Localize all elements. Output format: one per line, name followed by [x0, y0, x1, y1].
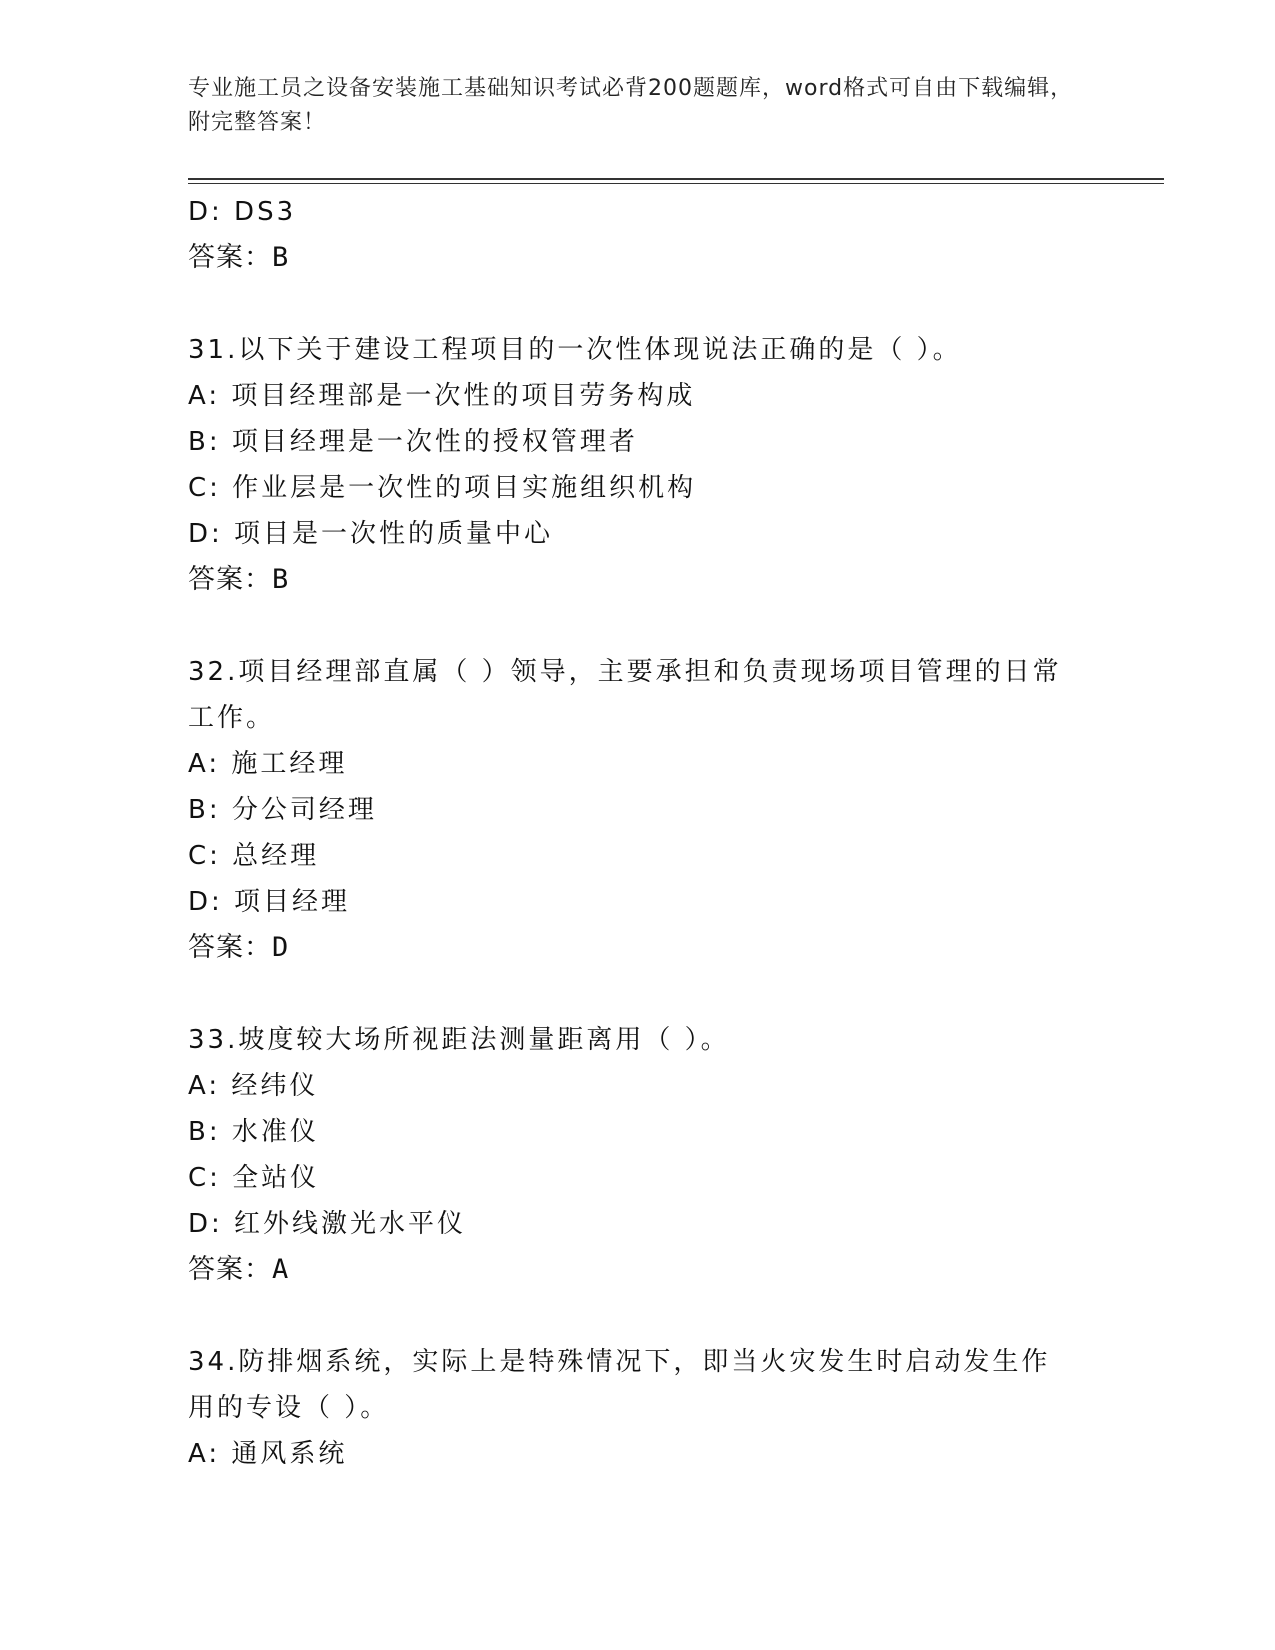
question-text: 33.坡度较大场所视距法测量距离用（ ）。 — [188, 1025, 730, 1055]
question-34 — [188, 1339, 1088, 1477]
header-rule-thick — [188, 178, 1164, 180]
question-list — [188, 189, 1088, 1477]
option-c: C: 总经理 — [188, 841, 320, 871]
option-b: B: 水准仪 — [188, 1117, 319, 1147]
answer-line — [188, 1247, 1088, 1293]
answer-line — [188, 557, 1088, 603]
option-d: D: DS3 — [188, 197, 297, 227]
question-text: 34.防排烟系统，实际上是特殊情况下，即当火灾发生时启动发生作用的专设（ ）。 — [188, 1347, 1051, 1423]
option-d: D: 红外线激光水平仪 — [188, 1209, 467, 1239]
option-a: A: 通风系统 — [188, 1439, 348, 1469]
answer-value: D — [272, 932, 290, 963]
question-33 — [188, 1017, 1088, 1293]
answer-line — [188, 235, 1088, 281]
question-text: 31.以下关于建设工程项目的一次性体现说法正确的是（ ）。 — [188, 335, 962, 365]
question-text: 32.项目经理部直属（ ）领导，主要承担和负责现场项目管理的日常工作。 — [188, 657, 1062, 733]
answer-label: 答案： — [188, 564, 272, 595]
option-b: B: 分公司经理 — [188, 795, 377, 825]
answer-line — [188, 925, 1088, 971]
previous-question-fragment — [188, 189, 1088, 281]
answer-value: B — [272, 564, 290, 595]
option-c: C: 作业层是一次性的项目实施组织机构 — [188, 473, 697, 503]
answer-value: A — [272, 1254, 290, 1285]
answer-label: 答案： — [188, 932, 272, 963]
question-32 — [188, 649, 1088, 971]
option-a: A: 项目经理部是一次性的项目劳务构成 — [188, 381, 696, 411]
answer-label: 答案： — [188, 1254, 272, 1285]
option-b: B: 项目经理是一次性的授权管理者 — [188, 427, 638, 457]
option-d: D: 项目是一次性的质量中心 — [188, 519, 554, 549]
question-31 — [188, 327, 1088, 603]
document-header: 专业施工员之设备安装施工基础知识考试必背200题题库，word格式可自由下载编辑，附完整答案！ — [188, 76, 1074, 135]
option-c: C: 全站仪 — [188, 1163, 320, 1193]
header-rule-thin — [188, 183, 1164, 184]
option-d: D: 项目经理 — [188, 887, 351, 917]
answer-value: B — [272, 242, 290, 273]
answer-label: 答案： — [188, 242, 272, 273]
option-a: A: 施工经理 — [188, 749, 348, 779]
option-a: A: 经纬仪 — [188, 1071, 319, 1101]
